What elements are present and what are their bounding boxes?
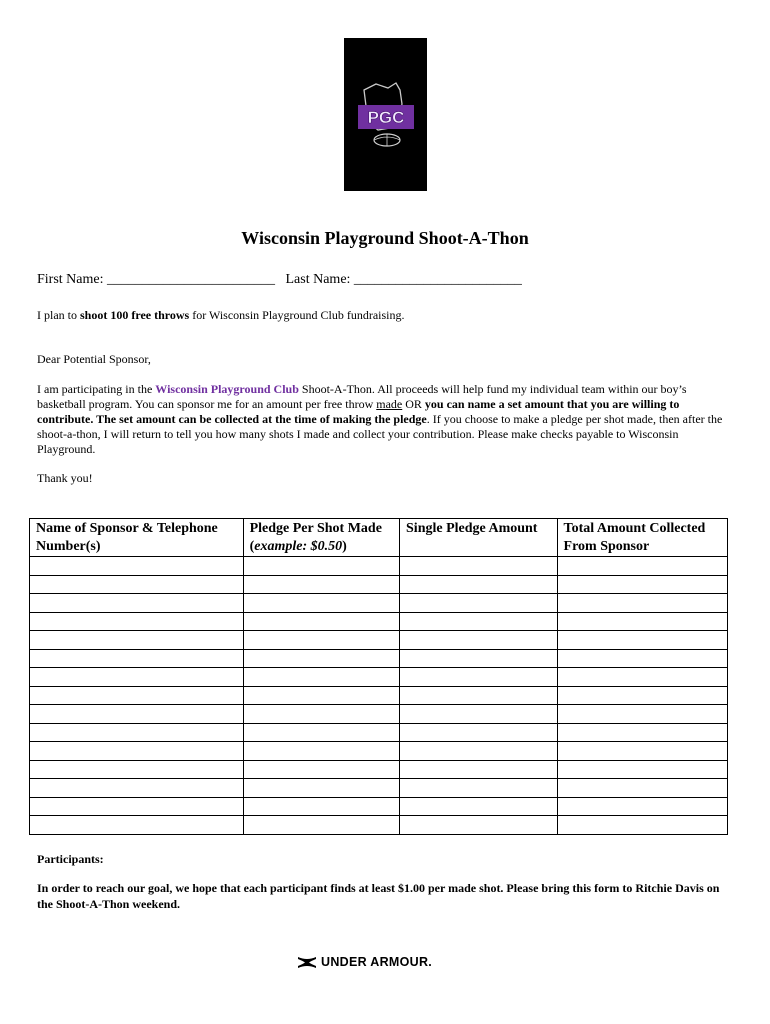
cell-single-pledge[interactable] xyxy=(400,797,558,816)
plan-statement xyxy=(37,308,405,323)
header-pledge-example: example: $0.50 xyxy=(254,539,343,554)
cell-total-collected[interactable] xyxy=(557,668,727,687)
cell-pledge-per-shot[interactable] xyxy=(243,668,399,687)
cell-pledge-per-shot[interactable] xyxy=(243,557,399,576)
cell-total-collected[interactable] xyxy=(557,557,727,576)
cell-single-pledge[interactable] xyxy=(400,779,558,798)
table-row xyxy=(30,686,728,705)
letter-bold: you can name a set amount that you are willing to contribute. The set amount can be collected at the time of making the pledge xyxy=(37,397,680,426)
basketball-icon xyxy=(374,134,400,146)
cell-sponsor-name[interactable] xyxy=(30,575,244,594)
cell-single-pledge[interactable] xyxy=(400,575,558,594)
pgc-logo-graphic xyxy=(344,38,427,191)
table-row xyxy=(30,631,728,650)
table-row xyxy=(30,816,728,835)
sponsor-table xyxy=(29,518,728,835)
cell-single-pledge[interactable] xyxy=(400,557,558,576)
cell-pledge-per-shot[interactable] xyxy=(243,723,399,742)
letter-part4: . If you choose to make a pledge per shot made, then after the shoot-a-thon, I will return to tell you how many shots I made and collect your contribution. Please make checks payable to Wisconsin Playground. xyxy=(37,412,723,456)
cell-single-pledge[interactable] xyxy=(400,705,558,724)
goal-note: In order to reach our goal, we hope that each participant finds at least $1.00 per made shot. Please bring this form to Ritchie Davis on the Shoot-A-Thon weekend. xyxy=(37,881,720,911)
cell-pledge-per-shot[interactable] xyxy=(243,612,399,631)
cell-total-collected[interactable] xyxy=(557,723,727,742)
cell-total-collected[interactable] xyxy=(557,797,727,816)
cell-total-collected[interactable] xyxy=(557,649,727,668)
header-pledge-end: ) xyxy=(342,539,347,554)
table-row xyxy=(30,575,728,594)
cell-total-collected[interactable] xyxy=(557,705,727,724)
cell-single-pledge[interactable] xyxy=(400,742,558,761)
header-pledge-per-shot xyxy=(243,519,399,557)
cell-pledge-per-shot[interactable] xyxy=(243,797,399,816)
cell-sponsor-name[interactable] xyxy=(30,723,244,742)
cell-pledge-per-shot[interactable] xyxy=(243,705,399,724)
cell-pledge-per-shot[interactable] xyxy=(243,742,399,761)
header-total-collected: Total Amount Collected From Sponsor xyxy=(557,519,727,557)
header-single-pledge: Single Pledge Amount xyxy=(400,519,558,557)
cell-pledge-per-shot[interactable] xyxy=(243,631,399,650)
club-name: Wisconsin Playground Club xyxy=(155,382,299,396)
cell-sponsor-name[interactable] xyxy=(30,557,244,576)
cell-total-collected[interactable] xyxy=(557,816,727,835)
cell-sponsor-name[interactable] xyxy=(30,816,244,835)
under-armour-logo xyxy=(297,955,432,969)
last-name-field[interactable]: ________________________ xyxy=(353,272,522,287)
cell-pledge-per-shot[interactable] xyxy=(243,649,399,668)
letter-part3: OR xyxy=(402,397,425,411)
plan-prefix: I plan to xyxy=(37,308,80,322)
cell-sponsor-name[interactable] xyxy=(30,742,244,761)
cell-sponsor-name[interactable] xyxy=(30,686,244,705)
under-armour-icon xyxy=(297,956,317,969)
cell-sponsor-name[interactable] xyxy=(30,760,244,779)
letter-body xyxy=(37,382,727,457)
cell-sponsor-name[interactable] xyxy=(30,797,244,816)
cell-sponsor-name[interactable] xyxy=(30,612,244,631)
cell-total-collected[interactable] xyxy=(557,612,727,631)
cell-total-collected[interactable] xyxy=(557,686,727,705)
cell-total-collected[interactable] xyxy=(557,779,727,798)
last-name-label: Last Name: xyxy=(285,272,351,287)
cell-sponsor-name[interactable] xyxy=(30,594,244,613)
table-row xyxy=(30,594,728,613)
table-row xyxy=(30,668,728,687)
first-name-field[interactable]: ________________________ xyxy=(107,272,275,287)
participants-label: Participants: xyxy=(37,852,104,866)
logo-text: PGC xyxy=(367,108,405,127)
first-name-label: First Name: xyxy=(37,272,104,287)
cell-single-pledge[interactable] xyxy=(400,816,558,835)
name-fields xyxy=(37,272,522,288)
table-row xyxy=(30,797,728,816)
table-row xyxy=(30,705,728,724)
cell-single-pledge[interactable] xyxy=(400,631,558,650)
cell-single-pledge[interactable] xyxy=(400,649,558,668)
table-row xyxy=(30,557,728,576)
table-row xyxy=(30,760,728,779)
thank-you: Thank you! xyxy=(37,471,93,485)
cell-sponsor-name[interactable] xyxy=(30,631,244,650)
cell-total-collected[interactable] xyxy=(557,760,727,779)
pgc-logo xyxy=(344,38,427,191)
table-row xyxy=(30,779,728,798)
cell-single-pledge[interactable] xyxy=(400,686,558,705)
cell-pledge-per-shot[interactable] xyxy=(243,686,399,705)
plan-emphasis: shoot 100 free throws xyxy=(80,308,190,322)
cell-sponsor-name[interactable] xyxy=(30,705,244,724)
cell-single-pledge[interactable] xyxy=(400,612,558,631)
greeting: Dear Potential Sponsor, xyxy=(37,352,151,366)
header-pledge-main: Pledge Per Shot Made ( xyxy=(249,521,382,554)
table-row xyxy=(30,612,728,631)
cell-total-collected[interactable] xyxy=(557,594,727,613)
cell-pledge-per-shot[interactable] xyxy=(243,760,399,779)
table-header-row xyxy=(30,519,728,557)
under-armour-text: UNDER ARMOUR. xyxy=(321,955,433,969)
cell-total-collected[interactable] xyxy=(557,575,727,594)
cell-pledge-per-shot[interactable] xyxy=(243,575,399,594)
plan-suffix: for Wisconsin Playground Club fundraising. xyxy=(189,308,405,322)
table-row xyxy=(30,723,728,742)
cell-sponsor-name[interactable] xyxy=(30,649,244,668)
cell-pledge-per-shot[interactable] xyxy=(243,816,399,835)
table-row xyxy=(30,742,728,761)
cell-pledge-per-shot[interactable] xyxy=(243,594,399,613)
cell-pledge-per-shot[interactable] xyxy=(243,779,399,798)
cell-total-collected[interactable] xyxy=(557,631,727,650)
page-title: Wisconsin Playground Shoot-A-Thon xyxy=(241,228,529,248)
cell-single-pledge[interactable] xyxy=(400,760,558,779)
letter-made: made xyxy=(376,397,403,411)
cell-sponsor-name[interactable] xyxy=(30,668,244,687)
cell-sponsor-name[interactable] xyxy=(30,779,244,798)
table-row xyxy=(30,649,728,668)
cell-single-pledge[interactable] xyxy=(400,723,558,742)
letter-part2: Shoot-A-Thon. All proceeds will help fund my individual team within our boy’s basketball program. You can sponsor me for an amount per free throw xyxy=(37,382,687,411)
letter-part1: I am participating in the xyxy=(37,382,156,396)
cell-single-pledge[interactable] xyxy=(400,594,558,613)
header-sponsor-name: Name of Sponsor & Telephone Number(s) xyxy=(30,519,244,557)
cell-total-collected[interactable] xyxy=(557,742,727,761)
cell-single-pledge[interactable] xyxy=(400,668,558,687)
